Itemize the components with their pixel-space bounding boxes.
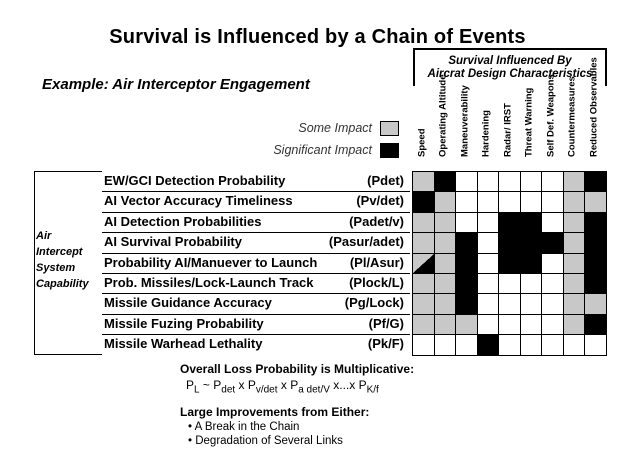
table-row	[104, 232, 408, 252]
row-label: AI Survival Probability	[104, 234, 242, 250]
table-row	[104, 212, 408, 232]
matrix-cell	[498, 293, 521, 314]
matrix-cell	[563, 232, 586, 253]
row-symbol: (Pasur/adet)	[328, 234, 404, 250]
row-symbol: (Pk/F)	[367, 336, 404, 352]
column-header-label: Radar/ IRST	[502, 103, 513, 157]
matrix-cell	[563, 273, 586, 294]
table-row	[104, 293, 408, 313]
row-symbol: (Padet/v)	[349, 213, 404, 229]
column-header	[563, 76, 582, 168]
matrix-cell	[455, 253, 478, 274]
matrix-cell	[584, 273, 607, 294]
column-header-label: Countermeasures	[566, 76, 578, 157]
matrix-cell	[477, 171, 500, 192]
matrix-cell	[477, 191, 500, 212]
matrix-cell	[455, 293, 478, 314]
table-row	[104, 273, 408, 293]
matrix-cell	[412, 314, 435, 335]
table-row	[104, 191, 408, 211]
matrix-cell	[434, 212, 457, 233]
legend-some-label: Some Impact	[298, 121, 372, 135]
matrix-cell	[584, 232, 607, 253]
side-label-line: Intercept	[36, 246, 83, 258]
side-label-line: Capability	[36, 278, 89, 290]
table-row	[104, 334, 408, 354]
matrix-cell	[412, 191, 435, 212]
row-label: Missile Warhead Lethality	[104, 336, 263, 352]
matrix-cell	[563, 212, 586, 233]
legend-significant-label: Significant Impact	[273, 143, 372, 157]
matrix-cell	[477, 314, 500, 335]
matrix-cell	[412, 334, 435, 355]
improvement-list	[188, 420, 343, 448]
matrix-cell	[434, 232, 457, 253]
row-label: Missile Guidance Accuracy	[104, 295, 272, 311]
column-header-label: Self Def. Weapons	[545, 74, 556, 157]
matrix-cell	[455, 212, 478, 233]
table-row	[104, 253, 408, 273]
matrix-cell	[584, 314, 607, 335]
column-header	[520, 87, 539, 168]
matrix-cell	[563, 334, 586, 355]
side-label-line: Air	[36, 230, 52, 242]
page-title: Survival is Influenced by a Chain of Events	[109, 26, 526, 48]
matrix-cell	[434, 273, 457, 294]
matrix-cell	[541, 334, 564, 355]
matrix-cell	[455, 273, 478, 294]
row-symbol: (Plock/L)	[349, 275, 404, 290]
matrix-cell	[477, 212, 500, 233]
matrix-cell	[584, 334, 607, 355]
row-symbol: (Pdet)	[367, 173, 404, 188]
loss-heading: Overall Loss Probability is Multiplicative:	[180, 362, 415, 376]
matrix-cell	[520, 334, 543, 355]
matrix-cell	[434, 293, 457, 314]
column-header	[584, 57, 603, 168]
matrix-cell	[563, 253, 586, 274]
matrix-cell	[498, 171, 521, 192]
row-label: Probability AI/Manuever to Launch	[104, 254, 318, 270]
matrix-cell	[455, 191, 478, 212]
matrix-cell	[434, 334, 457, 355]
column-header	[434, 74, 453, 168]
matrix-cell	[584, 253, 607, 274]
row-symbol: (Pf/G)	[368, 315, 404, 331]
matrix-cell	[520, 293, 543, 314]
matrix-cell	[412, 253, 435, 274]
matrix-cell	[520, 253, 543, 274]
subtitle: Example: Air Interceptor Engagement	[42, 76, 310, 93]
matrix-cell	[520, 212, 543, 233]
column-header	[477, 94, 496, 168]
matrix-cell	[455, 334, 478, 355]
matrix-cell	[520, 191, 543, 212]
column-header	[541, 74, 560, 168]
column-header	[455, 85, 474, 168]
matrix-cell	[498, 253, 521, 274]
matrix-cell	[477, 293, 500, 314]
column-header-label: Reduced Observables	[588, 57, 599, 157]
legend-significant-swatch	[380, 143, 399, 158]
matrix-cell	[541, 171, 564, 192]
row-symbol: (Pg/Lock)	[344, 295, 404, 311]
column-header	[498, 94, 517, 168]
matrix-cell	[498, 191, 521, 212]
row-label: AI Vector Accuracy Timeliness	[104, 193, 293, 209]
header-line-2: Aircrat Design Characteristics	[427, 68, 593, 80]
matrix-cell	[455, 232, 478, 253]
matrix-cell	[520, 232, 543, 253]
column-header-label: Speed	[416, 128, 427, 157]
matrix-cell	[498, 334, 521, 355]
matrix-cell	[563, 171, 586, 192]
table-row	[104, 171, 408, 191]
side-label-line: System	[36, 262, 76, 274]
matrix-cell	[541, 273, 564, 294]
matrix-cell	[563, 314, 586, 335]
matrix-cell	[477, 232, 500, 253]
header-line-1: Survival Influenced By	[448, 55, 572, 67]
matrix-cell	[541, 293, 564, 314]
matrix-cell	[434, 191, 457, 212]
matrix-cell	[563, 191, 586, 212]
matrix-cell	[477, 273, 500, 294]
matrix-cell	[563, 293, 586, 314]
matrix-cell	[541, 212, 564, 233]
matrix-cell	[455, 171, 478, 192]
matrix-cell	[477, 253, 500, 274]
matrix-cell	[520, 171, 543, 192]
column-header-label: Operating Altitude	[437, 74, 449, 157]
matrix-cell	[541, 191, 564, 212]
matrix-cell	[412, 293, 435, 314]
matrix-cell	[584, 171, 607, 192]
table-row	[104, 314, 408, 334]
side-label	[36, 228, 102, 292]
matrix-cell	[584, 212, 607, 233]
matrix-cell	[412, 232, 435, 253]
matrix-cell	[541, 253, 564, 274]
matrix-cell	[498, 212, 521, 233]
column-header	[412, 94, 431, 168]
row-label: AI Detection Probabilities	[104, 213, 262, 229]
matrix-cell	[498, 273, 521, 294]
matrix-cell	[477, 334, 500, 355]
row-label: Prob. Missiles/Lock-Launch Track	[104, 275, 314, 290]
list-item: • A Break in the Chain	[188, 421, 300, 433]
matrix-cell	[434, 171, 457, 192]
matrix-cell	[541, 314, 564, 335]
matrix-cell	[434, 253, 457, 274]
matrix-cell	[412, 212, 435, 233]
legend-some-swatch	[380, 121, 399, 136]
row-label: Missile Fuzing Probability	[104, 315, 264, 331]
column-header-label: Maneuverability	[459, 85, 470, 157]
matrix-cell	[434, 314, 457, 335]
matrix-cell	[584, 293, 607, 314]
row-label: EW/GCI Detection Probability	[104, 173, 286, 188]
matrix-cell	[455, 314, 478, 335]
matrix-cell	[584, 191, 607, 212]
column-header-label: Threat Warning	[523, 87, 535, 157]
matrix-cell	[412, 171, 435, 192]
row-symbol: (Pl/Asur)	[349, 254, 404, 270]
list-item: • Degradation of Several Links	[188, 435, 343, 447]
matrix-cell	[541, 232, 564, 253]
matrix-cell	[412, 273, 435, 294]
row-symbol: (Pv/det)	[356, 193, 404, 209]
improvement-heading: Large Improvements from Either:	[180, 405, 370, 419]
matrix-cell	[520, 314, 543, 335]
matrix-cell	[498, 314, 521, 335]
column-header-label: Hardening	[480, 110, 492, 157]
loss-formula: $P_L$ ~ $P_{det}$ x $P_{v/det}$ x $P_{a det/V}$ x...x $P_{K/f}$	[186, 378, 379, 396]
matrix-cell	[520, 273, 543, 294]
matrix-cell	[498, 232, 521, 253]
